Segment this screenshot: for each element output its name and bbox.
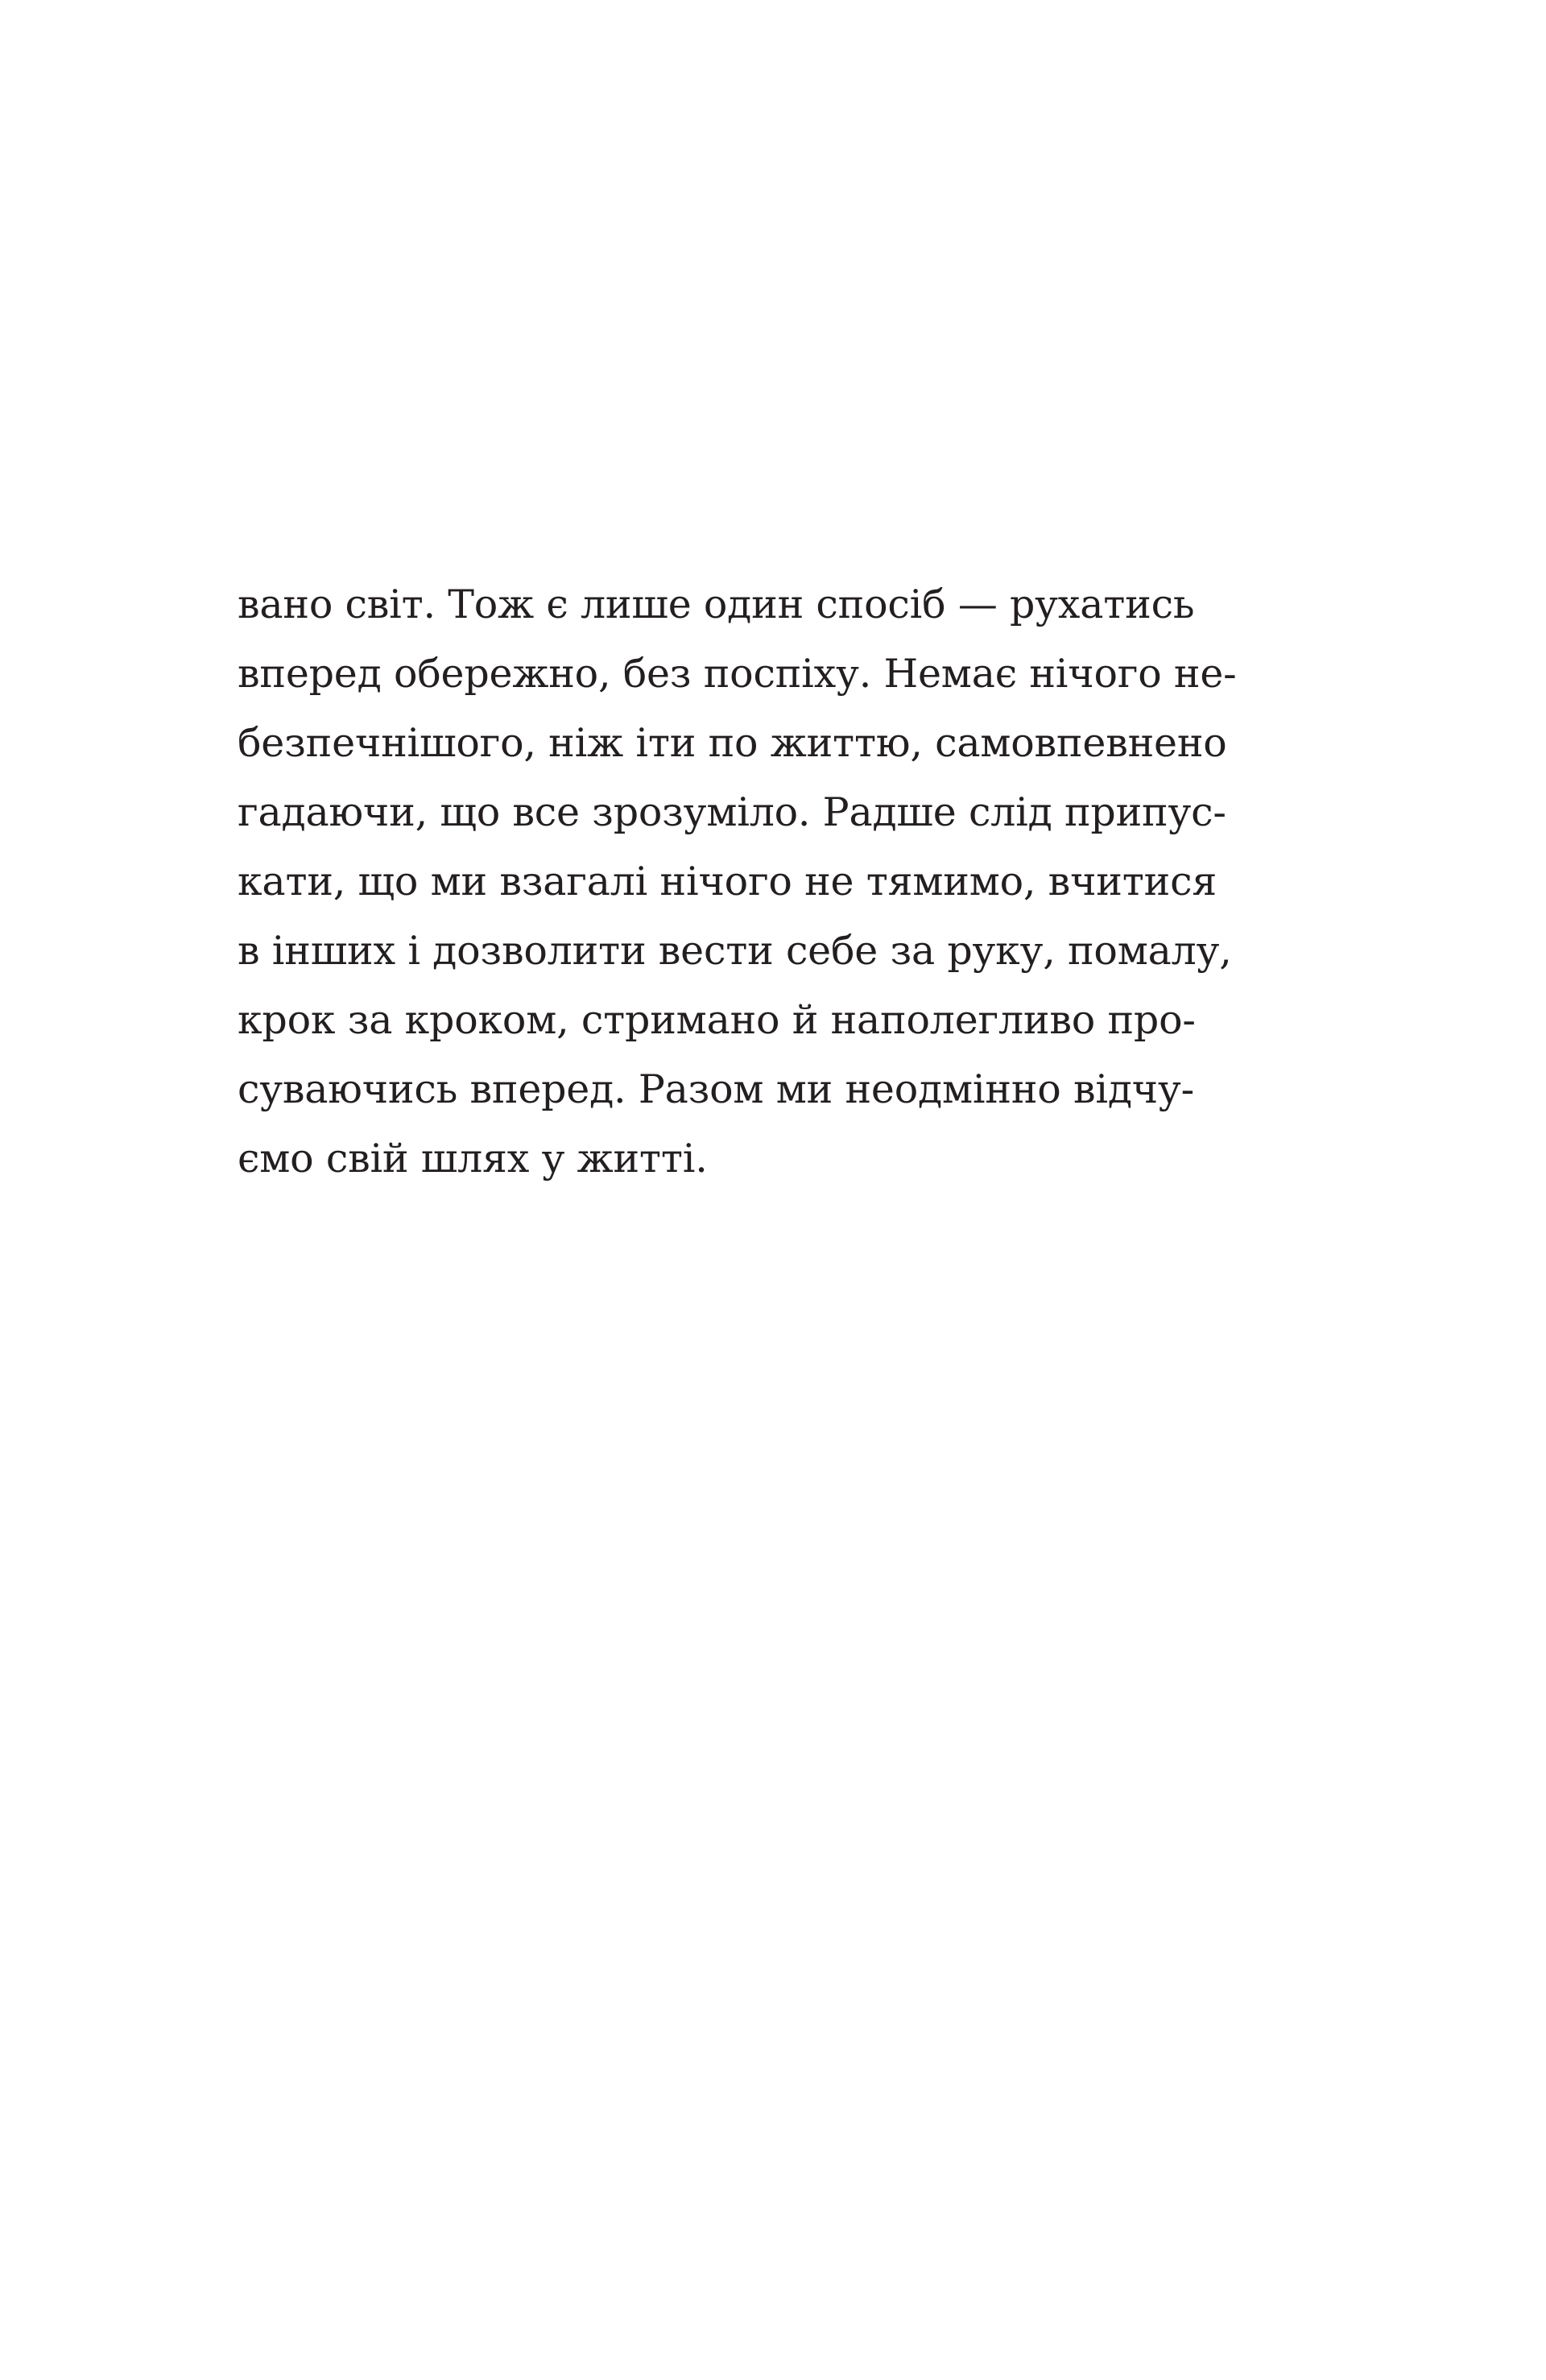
text-line-7: крок за кроком, стримано й наполегливо про- [238, 997, 1196, 1043]
text-line-4: гадаючи, що все зрозуміло. Радше слід припус- [238, 789, 1226, 835]
text-line-6: в інших і дозволити вести себе за руку, помалу, [238, 928, 1232, 974]
text-line-8: суваючись вперед. Разом ми неодмінно відчу- [238, 1066, 1194, 1112]
text-line-2: вперед обережно, без поспіху. Немає нічого не- [238, 651, 1237, 697]
text-line-3: безпечнішого, ніж іти по життю, самовпевнено [238, 720, 1227, 766]
text-line-5: кати, що ми взагалі нічого не тямимо, вчитися [238, 859, 1217, 904]
text-line-9: ємо свій шлях у житті. [238, 1136, 708, 1182]
body-paragraph [238, 570, 1284, 1194]
text-line-1: вано світ. Тож є лише один спосіб — рухатись [238, 582, 1195, 627]
